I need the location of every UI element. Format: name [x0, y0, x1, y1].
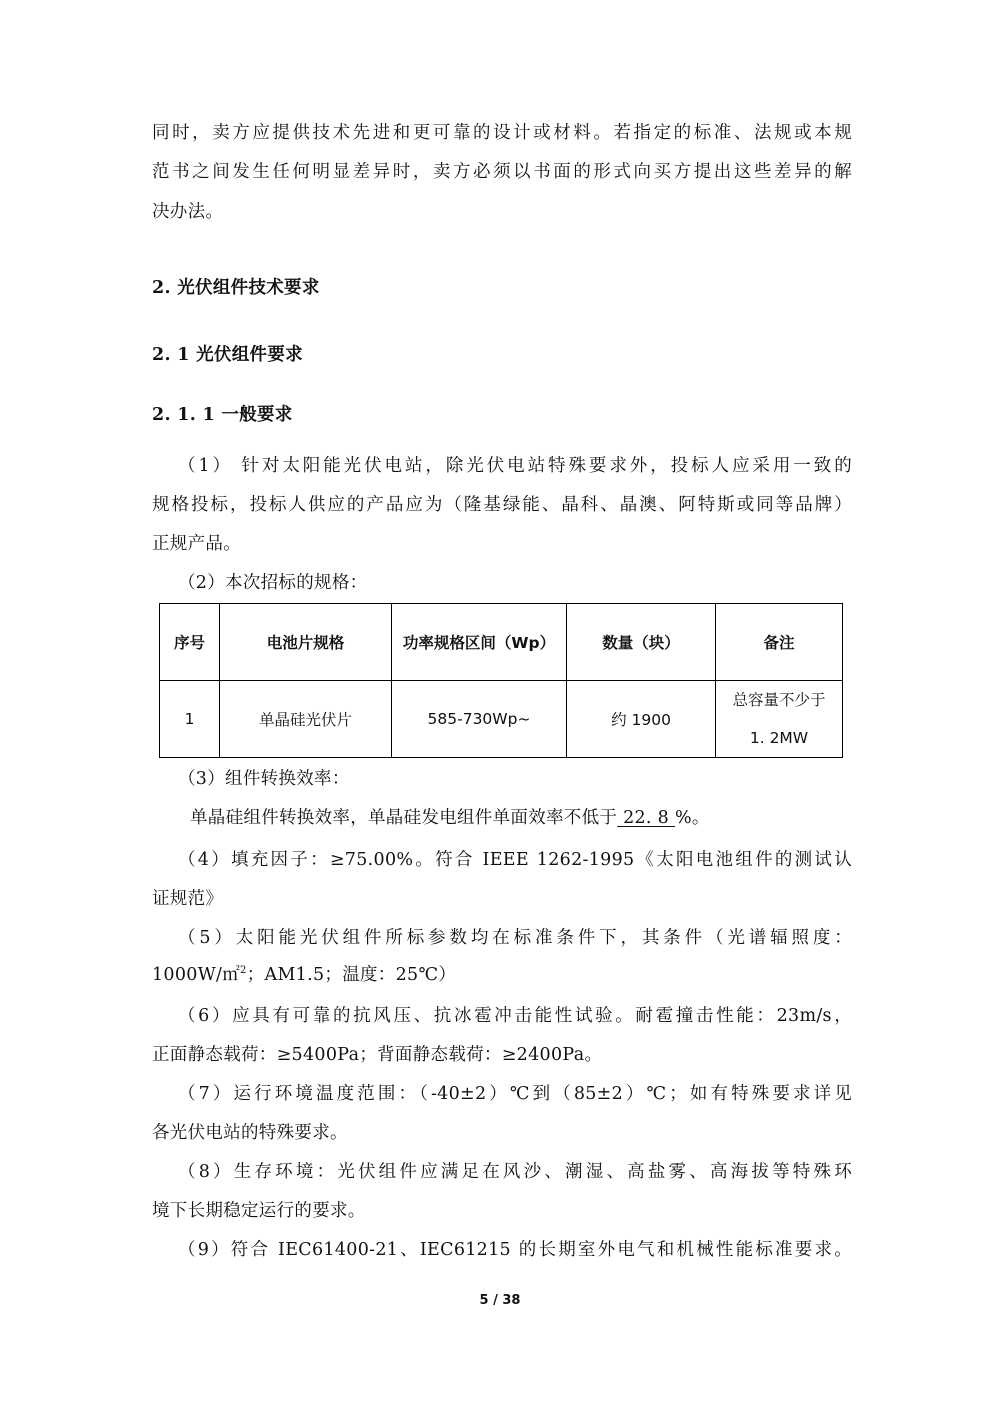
item-3-detail	[190, 805, 850, 831]
item-5-line-1: （5）太阳能光伏组件所标参数均在标准条件下，其条件（光谱辐照度：	[178, 928, 852, 948]
item-3-detail-text: 单晶硅组件转换效率，单晶硅发电组件单面效率不低于	[190, 808, 618, 828]
header-quantity: 数量（块）	[567, 604, 716, 681]
remark-line-2: 1. 2MW	[749, 729, 809, 747]
item-9: （9）符合 IEC61400-21、IEC61215 的长期室外电气和机械性能标准要求。	[178, 1240, 852, 1260]
intro-line-2: 范书之间发生任何明显差异时，卖方必须以书面的形式向买方提出这些差异的解	[152, 162, 852, 182]
item-1-line-1: （1） 针对太阳能光伏电站，除光伏电站特殊要求外，投标人应采用一致的	[178, 456, 852, 476]
cell-no: 1	[160, 681, 220, 758]
header-remark: 备注	[716, 604, 843, 681]
table-row	[160, 681, 843, 758]
item-7-line-2: 各光伏电站的特殊要求。	[152, 1123, 348, 1143]
item-7-line-1: （7）运行环境温度范围：（-40±2）℃到（85±2）℃；如有特殊要求详见	[178, 1084, 852, 1104]
remark-line-1: 总容量不少于	[732, 691, 826, 709]
irradiance-value: 1000W/㎡	[152, 965, 241, 985]
intro-line-3: 决办法。	[152, 202, 224, 222]
cell-remark	[716, 681, 843, 758]
page-number: 5 / 38	[479, 1293, 521, 1308]
item-8-line-1: （8）生存环境：光伏组件应满足在风沙、潮湿、高盐雾、高海拔等特殊环	[178, 1162, 852, 1182]
cell-quantity: 约 1900	[567, 681, 716, 758]
item-8-line-2: 境下长期稳定运行的要求。	[152, 1201, 366, 1221]
table-header-row	[160, 604, 843, 681]
superscript: 2	[240, 965, 247, 977]
cell-power-range: 585-730Wp~	[392, 681, 567, 758]
spec-table	[159, 603, 843, 758]
item-5-line-2	[152, 962, 852, 988]
heading-2: 2. 光伏组件技术要求	[152, 278, 320, 298]
conditions-text: ；AM1.5；温度：25℃）	[246, 965, 457, 985]
header-power-range: 功率规格区间（Wp）	[392, 604, 567, 681]
header-no: 序号	[160, 604, 220, 681]
item-3: （3）组件转换效率：	[178, 769, 350, 789]
heading-2-1: 2. 1 光伏组件要求	[152, 345, 303, 365]
heading-2-1-1: 2. 1. 1 一般要求	[152, 405, 293, 425]
item-1-line-3: 正规产品。	[152, 534, 241, 554]
item-1-line-2: 规格投标，投标人供应的产品应为（隆基绿能、晶科、晶澳、阿特斯或同等品牌）	[152, 495, 852, 515]
efficiency-value: 22. 8	[617, 808, 675, 828]
item-4-line-1: （4）填充因子：≥75.00%。符合 IEEE 1262-1995《太阳电池组件的测试认	[178, 850, 852, 870]
cell-type: 单晶硅光伏片	[220, 681, 392, 758]
header-cell-type: 电池片规格	[220, 604, 392, 681]
intro-line-1: 同时，卖方应提供技术先进和更可靠的设计或材料。若指定的标准、法规或本规	[152, 123, 852, 143]
item-4-line-2: 证规范》	[152, 889, 224, 909]
item-2: （2）本次招标的规格：	[178, 573, 368, 593]
item-3-detail-unit: %。	[674, 808, 710, 828]
item-6-line-1: （6）应具有可靠的抗风压、抗冰雹冲击能性试验。耐雹撞击性能：23m/s，	[178, 1006, 852, 1026]
item-6-line-2: 正面静态载荷：≥5400Pa；背面静态载荷：≥2400Pa。	[152, 1045, 603, 1065]
